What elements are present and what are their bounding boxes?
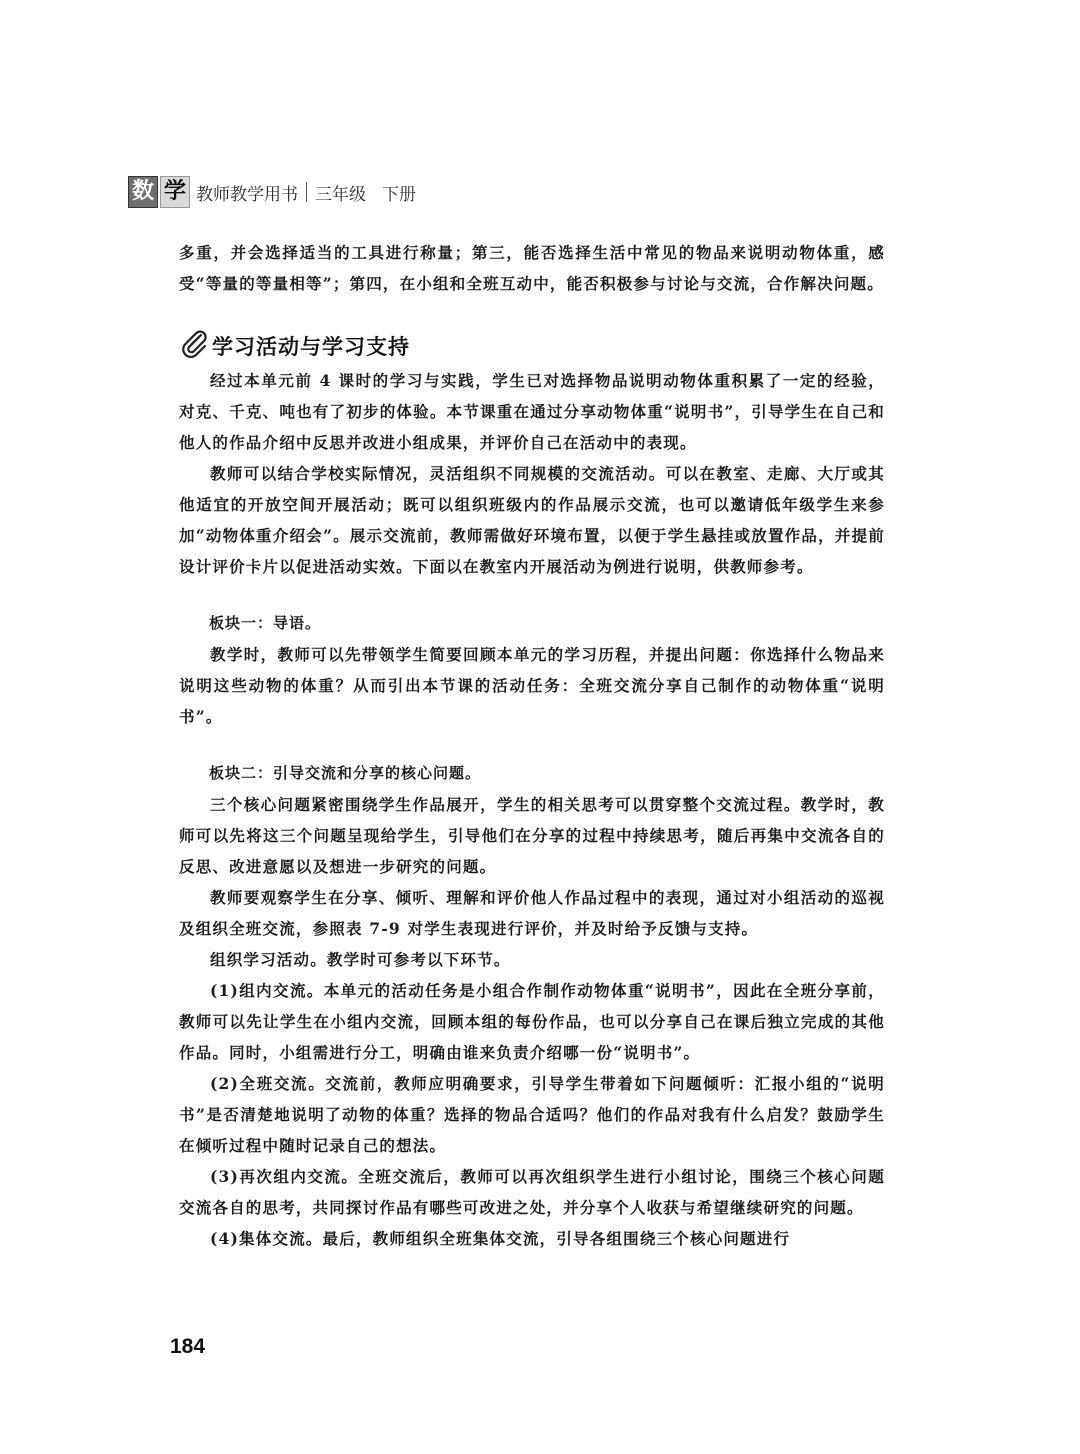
- running-header: [128, 174, 416, 210]
- block1-heading: 板块一：导语。: [209, 614, 322, 632]
- header-separator: [306, 182, 307, 202]
- header-book-char-1: 数: [128, 176, 158, 208]
- section-heading: [180, 329, 885, 363]
- section1-paragraph-1: 经过本单元前 4 课时的学习与实践，学生已对选择物品说明动物体重积累了一定的经验，对克、千克、吨也有了初步的体验。本节课重在通过分享动物体重“说明书”，引导学生在自己和他人的作品介绍中反思并改进小组成果，并评价自己在活动中的表现。: [179, 371, 885, 452]
- section-title: 学习活动与学习支持: [212, 335, 410, 359]
- step-4-paragraph: (4)集体交流。最后，教师组织全班集体交流，引导各组围绕三个核心问题进行: [210, 1229, 791, 1248]
- section1-paragraph-2: 教师可以结合学校实际情况，灵活组织不同规模的交流活动。可以在教室、走廊、大厅或其他适宜的开放空间开展活动；既可以组织班级内的作品展示交流，也可以邀请低年级学生来参加“动物体重介绍会”。展示交流前，教师需做好环境布置，以便于学生悬挂或放置作品，并提前设计评价卡片以促进活动实效。下面以在教室内开展活动为例进行说明，供教师参考。: [179, 464, 885, 576]
- step-2-paragraph: (2)全班交流。交流前，教师应明确要求，引导学生带着如下问题倾听：汇报小组的“说明书”是否清楚地说明了动物的体重？选择的物品合适吗？他们的作品对我有什么启发？鼓励学生在倾听过程中随时记录自己的想法。: [179, 1074, 885, 1155]
- header-book-char-2: 学: [160, 176, 190, 208]
- block1-paragraph-1: 教学时，教师可以先带领学生简要回顾本单元的学习历程，并提出问题：你选择什么物品来说明这些动物的体重？从而引出本节课的活动任务：全班交流分享自己制作的动物体重“说明书”。: [179, 645, 885, 726]
- header-grade: 三年级: [315, 184, 367, 205]
- header-volume: 下册: [382, 184, 417, 205]
- page-body: [179, 237, 885, 1254]
- paperclip-icon: [180, 329, 210, 363]
- block2-paragraph-2: 教师要观察学生在分享、倾听、理解和评价他人作品过程中的表现，通过对小组活动的巡视及组织全班交流，参照表 7-9 对学生表现进行评价，并及时给予反馈与支持。: [179, 888, 885, 938]
- block2-heading: 板块二：引导交流和分享的核心问题。: [209, 764, 482, 782]
- step-3-paragraph: (3)再次组内交流。全班交流后，教师可以再次组织学生进行小组讨论，围绕三个核心问题交流各自的思考，共同探讨作品有哪些可改进之处，并分享个人收获与希望继续研究的问题。: [179, 1167, 885, 1217]
- block2-paragraph-1: 三个核心问题紧密围绕学生作品展开，学生的相关思考可以贯穿整个交流过程。教学时，教师可以先将这三个问题呈现给学生，引导他们在分享的过程中持续思考，随后再集中交流各自的反思、改进意愿以及想进一步研究的问题。: [179, 795, 885, 876]
- page-number: 184: [170, 1335, 206, 1358]
- intro-paragraph: 多重，并会选择适当的工具进行称量；第三，能否选择生活中常见的物品来说明动物体重，感受“等量的等量相等”；第四，在小组和全班互动中，能否积极参与讨论与交流，合作解决问题。: [179, 243, 885, 293]
- step-1-paragraph: (1)组内交流。本单元的活动任务是小组合作制作动物体重“说明书”，因此在全班分享前，教师可以先让学生在小组内交流，回顾本组的每份作品，也可以分享自己在课后独立完成的其他作品。同时，小组需进行分工，明确由谁来负责介绍哪一份“说明书”。: [179, 981, 885, 1062]
- header-book-title: 教师教学用书: [196, 184, 299, 205]
- block2-paragraph-3: 组织学习活动。教学时可参考以下环节。: [210, 950, 511, 969]
